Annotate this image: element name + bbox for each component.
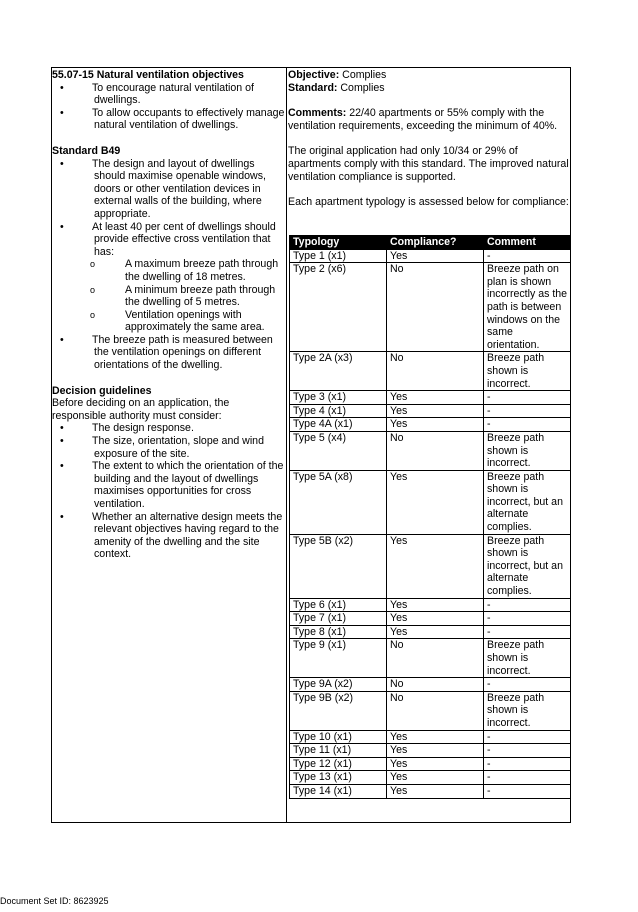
document-set-id: Document Set ID: 8623925	[0, 896, 109, 906]
bullet-icon: •	[60, 460, 64, 473]
table-row	[290, 352, 571, 391]
comment-cell: -	[484, 418, 571, 432]
standard-item: • At least 40 per cent of dwellings should provide effective cross ventilation that has:	[60, 220, 276, 258]
standard-subitem: o A maximum breeze path through the dwelling of 18 metres.	[90, 258, 279, 283]
bullet-icon: •	[60, 157, 64, 170]
table-row	[290, 678, 571, 692]
table-row	[290, 249, 571, 263]
guideline-item: • The size, orientation, slope and wind exposure of the site.	[60, 435, 264, 460]
typology-cell: Type 5 (x4)	[290, 431, 387, 470]
table-row	[290, 730, 571, 744]
right-column	[288, 69, 570, 209]
typology-cell: Type 9A (x2)	[290, 678, 387, 692]
table-row	[290, 404, 571, 418]
table-row	[290, 534, 571, 598]
typology-cell: Type 7 (x1)	[290, 612, 387, 626]
comment-cell: Breeze path on plan is shown incorrectly as the path is between windows on the same orientation.	[484, 263, 571, 352]
comment-cell: Breeze path shown is incorrect.	[484, 691, 571, 730]
comment-cell: Breeze path shown is incorrect, but an alternate complies.	[484, 470, 571, 534]
compliance-cell: No	[387, 263, 484, 352]
objective-item: • To allow occupants to effectively manage natural ventilation of dwellings.	[60, 106, 285, 132]
typology-cell: Type 5B (x2)	[290, 534, 387, 598]
standard-item: • The design and layout of dwellings should maximise openable windows, doors or other ventilation devices in external walls of the building, where appropriate.	[60, 157, 266, 220]
table-row	[290, 784, 571, 798]
typology-cell: Type 14 (x1)	[290, 784, 387, 798]
typology-cell: Type 3 (x1)	[290, 391, 387, 405]
comment-cell: -	[484, 771, 571, 785]
table-row	[290, 625, 571, 639]
circle-bullet-icon: o	[90, 284, 96, 295]
typology-cell: Type 13 (x1)	[290, 771, 387, 785]
bullet-icon: •	[60, 106, 64, 119]
compliance-cell: Yes	[387, 612, 484, 626]
table-row	[290, 431, 571, 470]
original-application-paragraph: The original application had only 10/34 or 29% of apartments comply with this standard. The improved natural ventilation compliance is supported.	[288, 145, 569, 183]
typology-cell: Type 11 (x1)	[290, 744, 387, 758]
standard-heading: Standard B49	[52, 144, 121, 157]
table-row	[290, 263, 571, 352]
comment-cell: -	[484, 249, 571, 263]
comment-cell: -	[484, 678, 571, 692]
typology-cell: Type 9 (x1)	[290, 639, 387, 678]
column-header-typology: Typology	[290, 236, 387, 250]
column-divider	[286, 67, 287, 823]
typology-cell: Type 10 (x1)	[290, 730, 387, 744]
table-row	[290, 757, 571, 771]
bullet-icon: •	[60, 220, 64, 233]
table-row	[290, 470, 571, 534]
standard-line: Standard: Complies	[288, 81, 385, 94]
comment-cell: -	[484, 625, 571, 639]
typology-cell: Type 1 (x1)	[290, 249, 387, 263]
table-header-row	[290, 236, 571, 250]
bullet-icon: •	[60, 435, 64, 448]
compliance-cell: Yes	[387, 534, 484, 598]
comment-cell: -	[484, 391, 571, 405]
compliance-cell: Yes	[387, 757, 484, 771]
objective-line: Objective: Complies	[288, 69, 387, 81]
comment-cell: Breeze path shown is incorrect.	[484, 352, 571, 391]
guidelines-intro: Before deciding on an application, the responsible authority must consider:	[52, 397, 230, 422]
compliance-cell: No	[387, 678, 484, 692]
compliance-table	[289, 235, 571, 799]
typology-cell: Type 6 (x1)	[290, 598, 387, 612]
compliance-cell: No	[387, 691, 484, 730]
typology-cell: Type 2 (x6)	[290, 263, 387, 352]
compliance-cell: Yes	[387, 744, 484, 758]
comment-cell: Breeze path shown is incorrect.	[484, 639, 571, 678]
column-header-compliance: Compliance?	[387, 236, 484, 250]
bullet-icon: •	[60, 81, 64, 94]
table-row	[290, 771, 571, 785]
bullet-icon: •	[60, 422, 64, 435]
compliance-cell: Yes	[387, 470, 484, 534]
objectives-heading: 55.07-15 Natural ventilation objectives	[52, 69, 244, 81]
bullet-icon: •	[60, 510, 64, 523]
circle-bullet-icon: o	[90, 259, 96, 270]
comment-cell: -	[484, 744, 571, 758]
compliance-cell: Yes	[387, 391, 484, 405]
column-header-comment: Comment	[484, 236, 571, 250]
standard-subitem: o A minimum breeze path through the dwelling of 5 metres.	[90, 283, 276, 309]
compliance-cell: Yes	[387, 418, 484, 432]
compliance-cell: Yes	[387, 625, 484, 639]
compliance-cell: No	[387, 352, 484, 391]
table-row	[290, 418, 571, 432]
comment-cell: -	[484, 612, 571, 626]
typology-cell: Type 9B (x2)	[290, 691, 387, 730]
compliance-cell: Yes	[387, 249, 484, 263]
table-row	[290, 744, 571, 758]
guidelines-heading: Decision guidelines	[52, 384, 152, 397]
typology-cell: Type 12 (x1)	[290, 757, 387, 771]
compliance-cell: No	[387, 431, 484, 470]
table-row	[290, 391, 571, 405]
typology-cell: Type 5A (x8)	[290, 470, 387, 534]
typology-cell: Type 4 (x1)	[290, 404, 387, 418]
left-column	[52, 69, 285, 561]
objective-item: • To encourage natural ventilation of dwellings.	[60, 81, 254, 107]
guideline-item: • The design response.	[60, 422, 194, 435]
comment-cell: Breeze path shown is incorrect, but an alternate complies.	[484, 534, 571, 598]
circle-bullet-icon: o	[90, 309, 96, 320]
assessment-intro: Each apartment typology is assessed below for compliance:	[288, 196, 569, 209]
comments-paragraph: Comments: 22/40 apartments or 55% comply with the ventilation requirements, exceeding the minimum of 40%.	[288, 107, 558, 132]
comment-cell: -	[484, 784, 571, 798]
typology-cell: Type 4A (x1)	[290, 418, 387, 432]
comment-cell: -	[484, 598, 571, 612]
comment-cell: -	[484, 730, 571, 744]
comment-cell: -	[484, 757, 571, 771]
standard-item: • The breeze path is measured between the ventilation openings on different orientations of the dwelling.	[60, 333, 273, 372]
guideline-item: • The extent to which the orientation of the building and the layout of dwellings maximises opportunities for cross ventilation.	[60, 460, 284, 510]
table-row	[290, 612, 571, 626]
table-row	[290, 691, 571, 730]
comment-cell: -	[484, 404, 571, 418]
compliance-cell: Yes	[387, 784, 484, 798]
typology-cell: Type 8 (x1)	[290, 625, 387, 639]
table-row	[290, 639, 571, 678]
standard-subitem: o Ventilation openings with approximately the same area.	[90, 308, 265, 334]
compliance-cell: Yes	[387, 771, 484, 785]
typology-cell: Type 2A (x3)	[290, 352, 387, 391]
compliance-cell: Yes	[387, 404, 484, 418]
table-row	[290, 598, 571, 612]
comment-cell: Breeze path shown is incorrect.	[484, 431, 571, 470]
guideline-item: • Whether an alternative design meets the relevant objectives having regard to the amenity of the dwelling and the site context.	[60, 510, 283, 561]
bullet-icon: •	[60, 333, 64, 346]
compliance-cell: Yes	[387, 598, 484, 612]
compliance-cell: No	[387, 639, 484, 678]
compliance-cell: Yes	[387, 730, 484, 744]
